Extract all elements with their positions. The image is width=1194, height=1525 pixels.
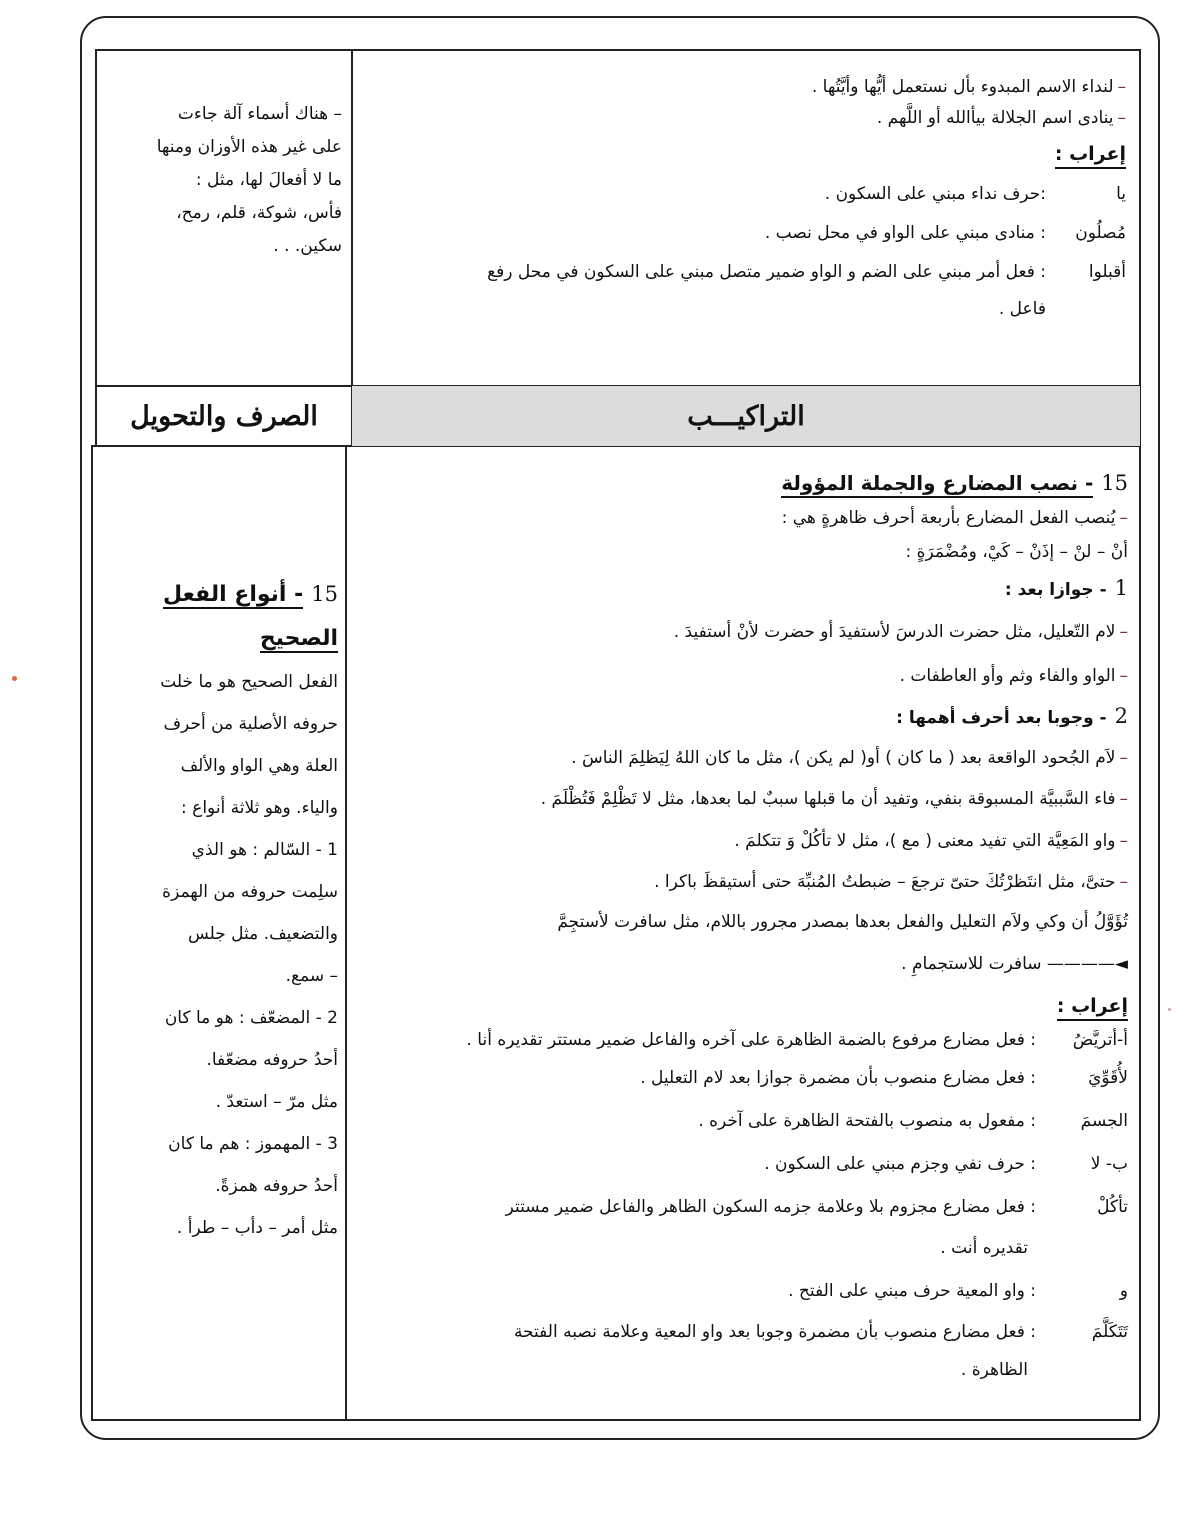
irab-row: أقبلوا: فعل أمر مبني على الضم و الواو ضمير متصل مبني على السكون في محل رفع	[487, 262, 1126, 282]
side-note-line: ما لا أفعالَ لها، مثل :	[195, 170, 342, 190]
rule-line: –يُنصب الفعل المضارع بأربعة أحرف ظاهرةٍ هي :	[781, 508, 1128, 528]
rule-line: أنْ – لنْ – إذَنْ – كَيْ، ومُضْمَرَةٍ :	[905, 542, 1128, 562]
side-line: 1 - السّالم : هو الذي	[191, 840, 338, 860]
irab-row: فاعل .	[998, 299, 1046, 319]
irab-row-continued: الظاهرة .	[960, 1360, 1028, 1380]
irab-row: تَتَكَلَّمَ: فعل مضارع منصوب بأن مضمرة وجوبا بعد واو المعية وعلامة نصبه الفتحة	[513, 1322, 1128, 1342]
rule-line: ◄———— سافرت للاستجمامِ .	[901, 954, 1128, 974]
side-line: حروفه الأصلية من أحرف	[163, 714, 338, 734]
irab-row: ب- لا: حرف نفي وجزم مبني على السكون .	[764, 1154, 1128, 1174]
rule-line: –فاء السَّببيَّة المسبوقة بنفي، وتفيد أن ما قبلها سببٌ لما بعدها، مثل لا تَظْلِمْ فَتُظْلَمَ .	[540, 789, 1128, 809]
side-line: أحدُ حروفه همزةً.	[215, 1176, 338, 1196]
section-header-side	[96, 386, 352, 446]
rule-subheading: 2- وجوبا بعد أحرف أهمها :	[896, 704, 1128, 728]
irab-heading: إعراب :	[364, 140, 1126, 171]
bottom-side-cell	[92, 446, 346, 1420]
top-main-cell	[352, 50, 1140, 386]
side-line: مثل مرّ – استعدّ .	[215, 1092, 338, 1112]
irab-row: لأُقَوِّيَ: فعل مضارع منصوب بأن مضمرة جوازا بعد لام التعليل .	[640, 1068, 1128, 1088]
side-note-line: – هناك أسماء آلة جاءت	[177, 104, 342, 124]
irab-row: مُصلُون: منادى مبني على الواو في محل نصب .	[764, 223, 1126, 243]
vocative-rule-2: –ينادى اسم الجلالة بيأالله أو اللَّهم .	[876, 108, 1126, 128]
side-lesson-heading: 15- أنواع الفعل	[162, 582, 338, 607]
scan-speck	[12, 676, 17, 681]
rule-line: –حتىَّ، مثل انتَظرْتُكَ حتىّ ترجعَ – ضبطتُ المُنبِّهَ حتى أستيقظَ باكرا .	[654, 872, 1128, 892]
irab-row-continued: تقديره أنت .	[940, 1238, 1028, 1258]
rule-subheading: 1- جوازا بعد :	[1004, 576, 1128, 600]
side-note-line: سكين. . .	[273, 236, 342, 256]
side-line: – سمع.	[285, 966, 338, 986]
rule-line: تُؤَوَّلُ أن وكي ولاَم التعليل والفعل بعدها بمصدر مجرور باللام، مثل سافرت لأستجِمَّ	[557, 912, 1128, 932]
side-line: 2 - المضعّف : هو ما كان	[164, 1008, 338, 1028]
lesson-heading: 15- نصب المضارع والجملة المؤولة	[356, 466, 1128, 502]
side-line: أحدُ حروفه مضعّفا.	[206, 1050, 338, 1070]
side-note-line: فأس، شوكة، قلم، رمح،	[176, 203, 342, 223]
side-line: سلِمت حروفه من الهمزة	[162, 882, 338, 902]
top-side-cell	[96, 50, 352, 386]
section-title-morphology: الصرف والتحويل	[130, 400, 318, 432]
irab-row: و: واو المعية حرف مبني على الفتح .	[788, 1281, 1128, 1301]
bottom-main-cell	[346, 446, 1140, 1420]
arrow-icon: ◄————	[1041, 954, 1128, 974]
side-line: مثل أمر – دأب – طرأ .	[176, 1218, 338, 1238]
section-header-main	[352, 386, 1140, 446]
side-line: العلة وهي الواو والألف	[180, 756, 338, 776]
irab-row: يا:حرف نداء مبني على السكون .	[824, 184, 1126, 204]
rule-line: –لام التّعليل، مثل حضرت الدرسَ لأستفيدَ أو حضرت لأنْ أستفيدَ .	[673, 622, 1128, 642]
irab-row: تأكُلْ: فعل مضارع مجزوم بلا وعلامة جزمه السكون الظاهر والفاعل ضمير مستتر	[505, 1197, 1128, 1217]
side-line: 3 - المهموز : هم ما كان	[168, 1134, 338, 1154]
side-note-line: على غير هذه الأوزان ومنها	[156, 137, 342, 157]
irab-row: أ-أتريَّضُ: فعل مضارع مرفوع بالضمة الظاهرة على آخره والفاعل ضمير مستتر تقديره أنا .	[466, 1030, 1128, 1050]
vocative-rule-1: –لنداء الاسم المبدوء بأل نستعمل أيُّها وأيَّتُها .	[811, 77, 1126, 97]
side-line: والياء. وهو ثلاثة أنواع :	[181, 798, 338, 818]
irab-heading: إعراب :	[356, 990, 1128, 1024]
side-lesson-heading-2: الصحيح	[259, 626, 338, 651]
side-line: والتضعيف. مثل جلس	[187, 924, 338, 944]
rule-line: –واو المَعِيَّة التي تفيد معنى ( مع )، مثل لا تأكُلْ وَ تتكلمَ .	[734, 831, 1128, 851]
side-line: الفعل الصحيح هو ما خلت	[160, 672, 338, 692]
rule-line: –الواو والفاء وثم وأو العاطفات .	[899, 666, 1128, 686]
rule-line: –لاَم الجُحود الواقعة بعد ( ما كان ) أو( لم يكن )، مثل ما كان اللهُ لِيَظلِمَ الناسَ .	[571, 748, 1128, 768]
section-title-syntax: التراكيـــب	[687, 400, 805, 432]
scan-speck	[1168, 1008, 1171, 1011]
irab-row: الجسمَ: مفعول به منصوب بالفتحة الظاهرة على آخره .	[698, 1111, 1128, 1131]
